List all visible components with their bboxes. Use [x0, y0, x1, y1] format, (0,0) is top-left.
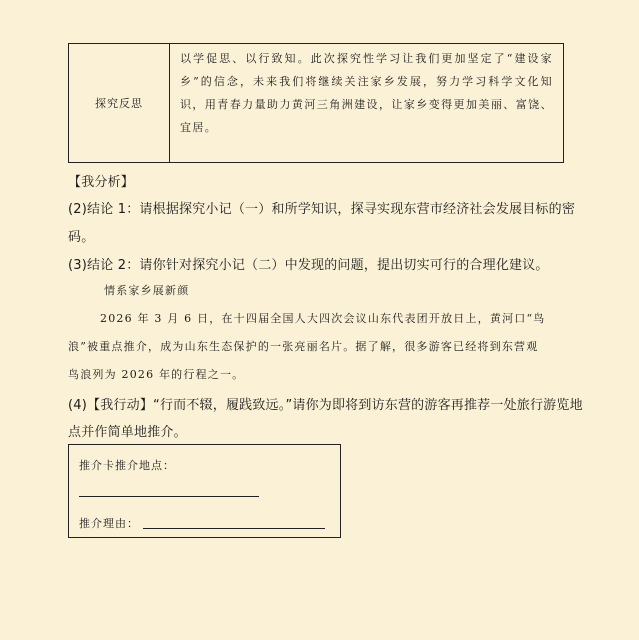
recommend-reason-row [79, 515, 325, 531]
reflection-text: 以学促思、以行致知。此次探究性学习让我们更加坚定了“建设家乡”的信念，未来我们将继续关注家乡发展，努力学习科学文化知识，用青春力量助力黄河三角洲建设，让家乡变得更加美丽、富饶、宜居。 [180, 52, 553, 134]
question-4-line-2: 点并作简单地推介。 [68, 425, 187, 440]
reflection-table [68, 43, 564, 163]
recommend-place-label: 推介卡推介地点： [79, 459, 175, 472]
reflection-label: 探究反思 [69, 44, 170, 162]
question-3: (3)结论 2：请你针对探究小记（二）中发现的问题，提出切实可行的合理化建议。 [68, 258, 549, 273]
recommendation-card [68, 444, 341, 538]
recommend-reason-label: 推介理由： [79, 517, 139, 530]
recommend-place-blank[interactable] [79, 496, 259, 497]
recommend-reason-blank[interactable] [143, 528, 325, 529]
question-2-line-2: 码。 [68, 230, 95, 245]
news-line-2: 浪”被重点推介，成为山东生态保护的一张亮丽名片。据了解，很多游客已经将到东营观 [68, 340, 539, 353]
news-title: 情系家乡展新颜 [104, 284, 190, 297]
news-line-1: 2026 年 3 月 6 日，在十四届全国人大四次会议山东代表团开放日上，黄河口“鸟 [100, 312, 546, 325]
question-4-line-1: (4)【我行动】“行而不辍，履践致远。”请你为即将到访东营的游客再推荐一处旅行游览地 [68, 398, 583, 413]
news-line-3: 鸟浪列为 2026 年的行程之一。 [68, 368, 245, 381]
question-2-line-1: (2)结论 1：请根据探究小记（一）和所学知识，探寻实现东营市经济社会发展目标的密 [68, 202, 576, 217]
analysis-heading: 【我分析】 [68, 175, 135, 190]
